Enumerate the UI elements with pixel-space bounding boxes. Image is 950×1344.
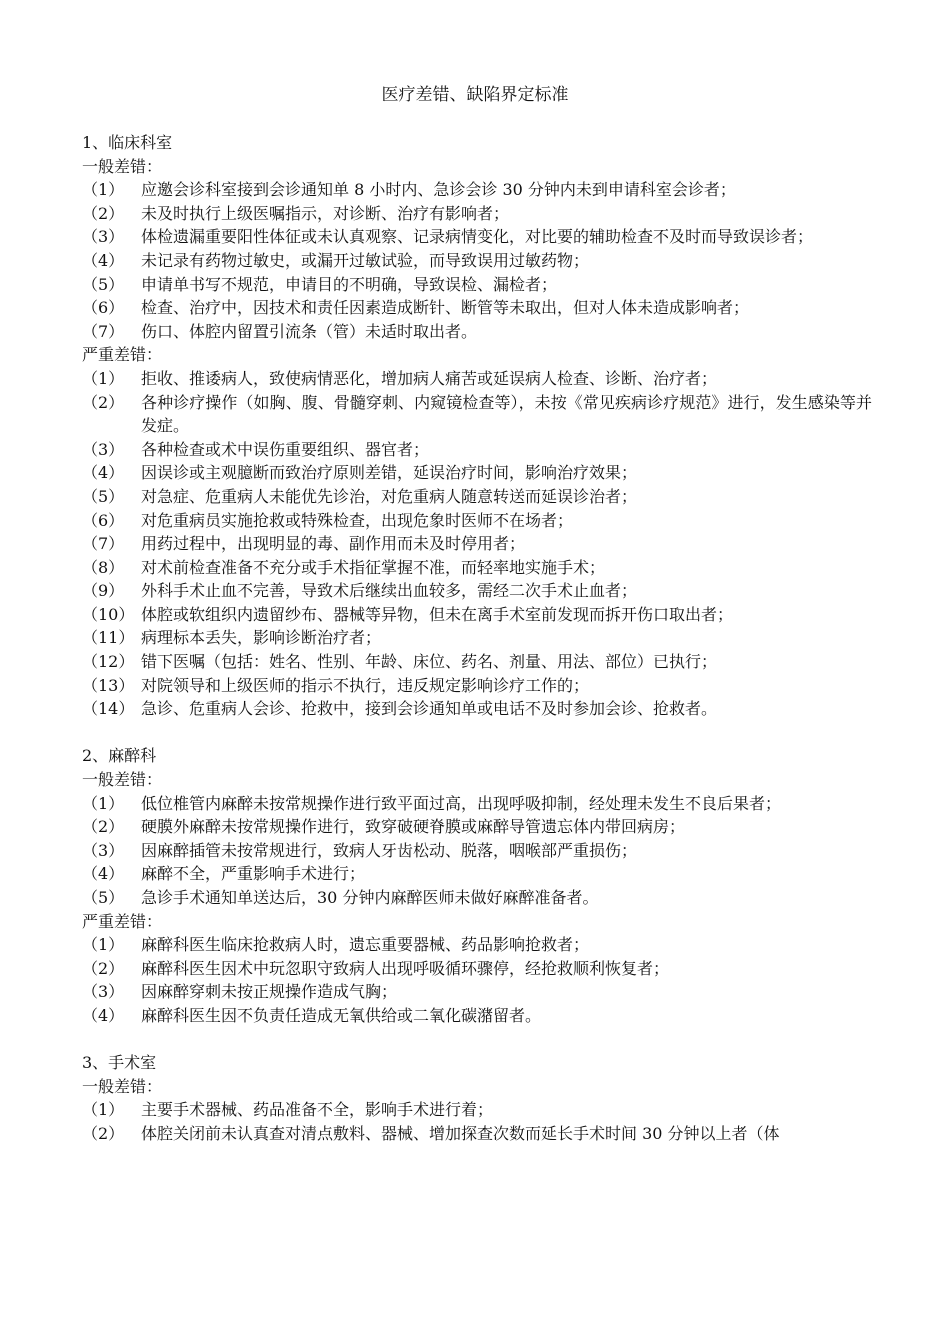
list-item — [82, 792, 872, 816]
item-text: 对院领导和上级医师的指示不执行，违反规定影响诊疗工作的； — [141, 675, 590, 695]
section-heading: 2、麻醉科 — [82, 746, 157, 766]
section-heading: 3、手术室 — [82, 1053, 157, 1073]
list-item — [82, 862, 872, 886]
item-number: （7） — [82, 534, 125, 554]
item-text: 因麻醉插管未按常规进行，致病人牙齿松动、脱落，咽喉部严重损伤； — [141, 840, 638, 860]
list-item — [82, 697, 872, 721]
list-item — [82, 391, 872, 438]
item-text: 外科手术止血不完善，导致术后继续出血较多，需经二次手术止血者； — [141, 581, 638, 601]
item-number: （4） — [82, 864, 125, 884]
list-item — [82, 674, 872, 698]
item-text: 对术前检查准备不充分或手术指征掌握不准，而轻率地实施手术； — [141, 557, 606, 577]
list-item — [82, 933, 872, 957]
item-text: 各种诊疗操作（如胸、腹、骨髓穿刺、内窥镜检查等），未按《常见疾病诊疗规范》进行，发生感染等并发症。 — [141, 392, 872, 436]
error-category-label: 一般差错： — [82, 156, 163, 176]
list-item — [82, 1122, 872, 1146]
list-item — [82, 556, 872, 580]
item-text: 麻醉科医生临床抢救病人时，遗忘重要器械、药品影响抢救者； — [141, 935, 590, 955]
item-number: （3） — [82, 439, 125, 459]
item-text: 因麻醉穿刺未按正规操作造成气胸； — [141, 982, 398, 1002]
section-spacer — [82, 721, 872, 745]
item-text: 体腔或软组织内遗留纱布、器械等异物，但未在离手术室前发现而拆开伤口取出者； — [141, 604, 734, 624]
list-item — [82, 225, 872, 249]
list-item — [82, 957, 872, 981]
item-number: （7） — [82, 321, 125, 341]
list-item — [82, 650, 872, 674]
list-item — [82, 461, 872, 485]
list-item — [82, 509, 872, 533]
item-text: 错下医嘱（包括：姓名、性别、年龄、床位、药名、剂量、用法、部位）已执行； — [141, 652, 718, 672]
list-item — [82, 603, 872, 627]
item-text: 急诊手术通知单送达后，30 分钟内麻醉医师未做好麻醉准备者。 — [141, 888, 599, 907]
item-number: （9） — [82, 581, 125, 601]
item-number: （1） — [82, 935, 125, 955]
list-item — [82, 1098, 872, 1122]
list-item — [82, 886, 872, 910]
item-text: 拒收、推诿病人，致使病情恶化，增加病人痛苦或延误病人检查、诊断、治疗者； — [141, 368, 718, 388]
item-number: （5） — [82, 486, 125, 506]
item-number: （13） — [82, 675, 135, 695]
item-number: （14） — [82, 699, 135, 719]
item-number: （2） — [82, 958, 125, 978]
error-category-label: 一般差错： — [82, 770, 163, 790]
list-item — [82, 532, 872, 556]
item-text: 伤口、体腔内留置引流条（管）未适时取出者。 — [141, 321, 478, 341]
item-number: （4） — [82, 1005, 125, 1025]
item-text: 申请单书写不规范，申请目的不明确，导致误检、漏检者； — [141, 274, 558, 294]
item-number: （1） — [82, 793, 125, 813]
item-text: 未及时执行上级医嘱指示，对诊断、治疗有影响者； — [141, 203, 510, 223]
error-category-label: 一般差错： — [82, 1076, 163, 1096]
item-number: （4） — [82, 250, 125, 270]
item-number: （5） — [82, 888, 125, 907]
item-text: 检查、治疗中，因技术和责任因素造成断针、断管等未取出，但对人体未造成影响者； — [141, 298, 750, 318]
item-number: （3） — [82, 227, 125, 247]
item-number: （2） — [82, 203, 125, 223]
item-text: 因误诊或主观臆断而致治疗原则差错，延误治疗时间，影响治疗效果； — [141, 463, 638, 483]
list-item — [82, 273, 872, 297]
item-number: （10） — [82, 604, 135, 624]
item-text: 各种检查或术中误伤重要组织、器官者； — [141, 439, 430, 459]
section-heading: 1、临床科室 — [82, 133, 173, 152]
list-item — [82, 320, 872, 344]
list-item — [82, 438, 872, 462]
item-number: （8） — [82, 557, 125, 577]
error-category-label: 严重差错： — [82, 911, 163, 931]
item-number: （6） — [82, 298, 125, 318]
list-item — [82, 626, 872, 650]
item-text: 硬膜外麻醉未按常规操作进行，致穿破硬脊膜或麻醉导管遗忘体内带回病房； — [141, 817, 686, 837]
item-number: （1） — [82, 180, 125, 200]
item-text: 麻醉科医生因术中玩忽职守致病人出现呼吸循环骤停，经抢救顺利恢复者； — [141, 958, 670, 978]
item-text: 急诊、危重病人会诊、抢救中，接到会诊通知单或电话不及时参加会诊、抢救者。 — [141, 699, 718, 719]
item-text: 对急症、危重病人未能优先诊治，对危重病人随意转送而延误诊治者； — [141, 486, 638, 506]
item-number: （12） — [82, 652, 135, 672]
list-item — [82, 579, 872, 603]
item-number: （1） — [82, 1100, 125, 1120]
item-text: 应邀会诊科室接到会诊通知单 8 小时内、急诊会诊 30 分钟内未到申请科室会诊者； — [141, 180, 736, 200]
item-text: 体检遗漏重要阳性体征或未认真观察、记录病情变化，对比要的辅助检查不及时而导致误诊者； — [141, 227, 814, 247]
section-spacer — [82, 1028, 872, 1052]
item-number: （2） — [82, 392, 125, 412]
item-text: 主要手术器械、药品准备不全，影响手术进行着； — [141, 1100, 494, 1120]
item-text: 麻醉科医生因不负责任造成无氧供给或二氧化碳潴留者。 — [141, 1005, 542, 1025]
item-text: 未记录有药物过敏史，或漏开过敏试验，而导致误用过敏药物； — [141, 250, 590, 270]
document-title: 医疗差错、缺陷界定标准 — [381, 85, 569, 105]
document-body — [82, 131, 872, 1146]
list-item — [82, 839, 872, 863]
list-item — [82, 485, 872, 509]
list-item — [82, 367, 872, 391]
item-number: （2） — [82, 1123, 125, 1143]
item-number: （4） — [82, 463, 125, 483]
error-category-label: 严重差错： — [82, 345, 163, 365]
item-text: 对危重病员实施抢救或特殊检查，出现危象时医师不在场者； — [141, 510, 574, 530]
list-item — [82, 202, 872, 226]
list-item — [82, 1004, 872, 1028]
item-text: 麻醉不全，严重影响手术进行； — [141, 864, 366, 884]
item-text: 低位椎管内麻醉未按常规操作进行致平面过高，出现呼吸抑制，经处理未发生不良后果者； — [141, 793, 782, 813]
item-number: （2） — [82, 817, 125, 837]
item-text: 病理标本丢失，影响诊断治疗者； — [141, 628, 382, 648]
item-number: （3） — [82, 982, 125, 1002]
item-number: （11） — [82, 628, 135, 648]
item-number: （3） — [82, 840, 125, 860]
item-number: （1） — [82, 368, 125, 388]
item-number: （5） — [82, 274, 125, 294]
item-text: 体腔关闭前未认真查对清点敷料、器械、增加探查次数而延长手术时间 30 分钟以上者（体 — [141, 1123, 780, 1143]
item-text: 用药过程中，出现明显的毒、副作用而未及时停用者； — [141, 534, 526, 554]
list-item — [82, 296, 872, 320]
item-number: （6） — [82, 510, 125, 530]
list-item — [82, 815, 872, 839]
list-item — [82, 178, 872, 202]
list-item — [82, 980, 872, 1004]
list-item — [82, 249, 872, 273]
